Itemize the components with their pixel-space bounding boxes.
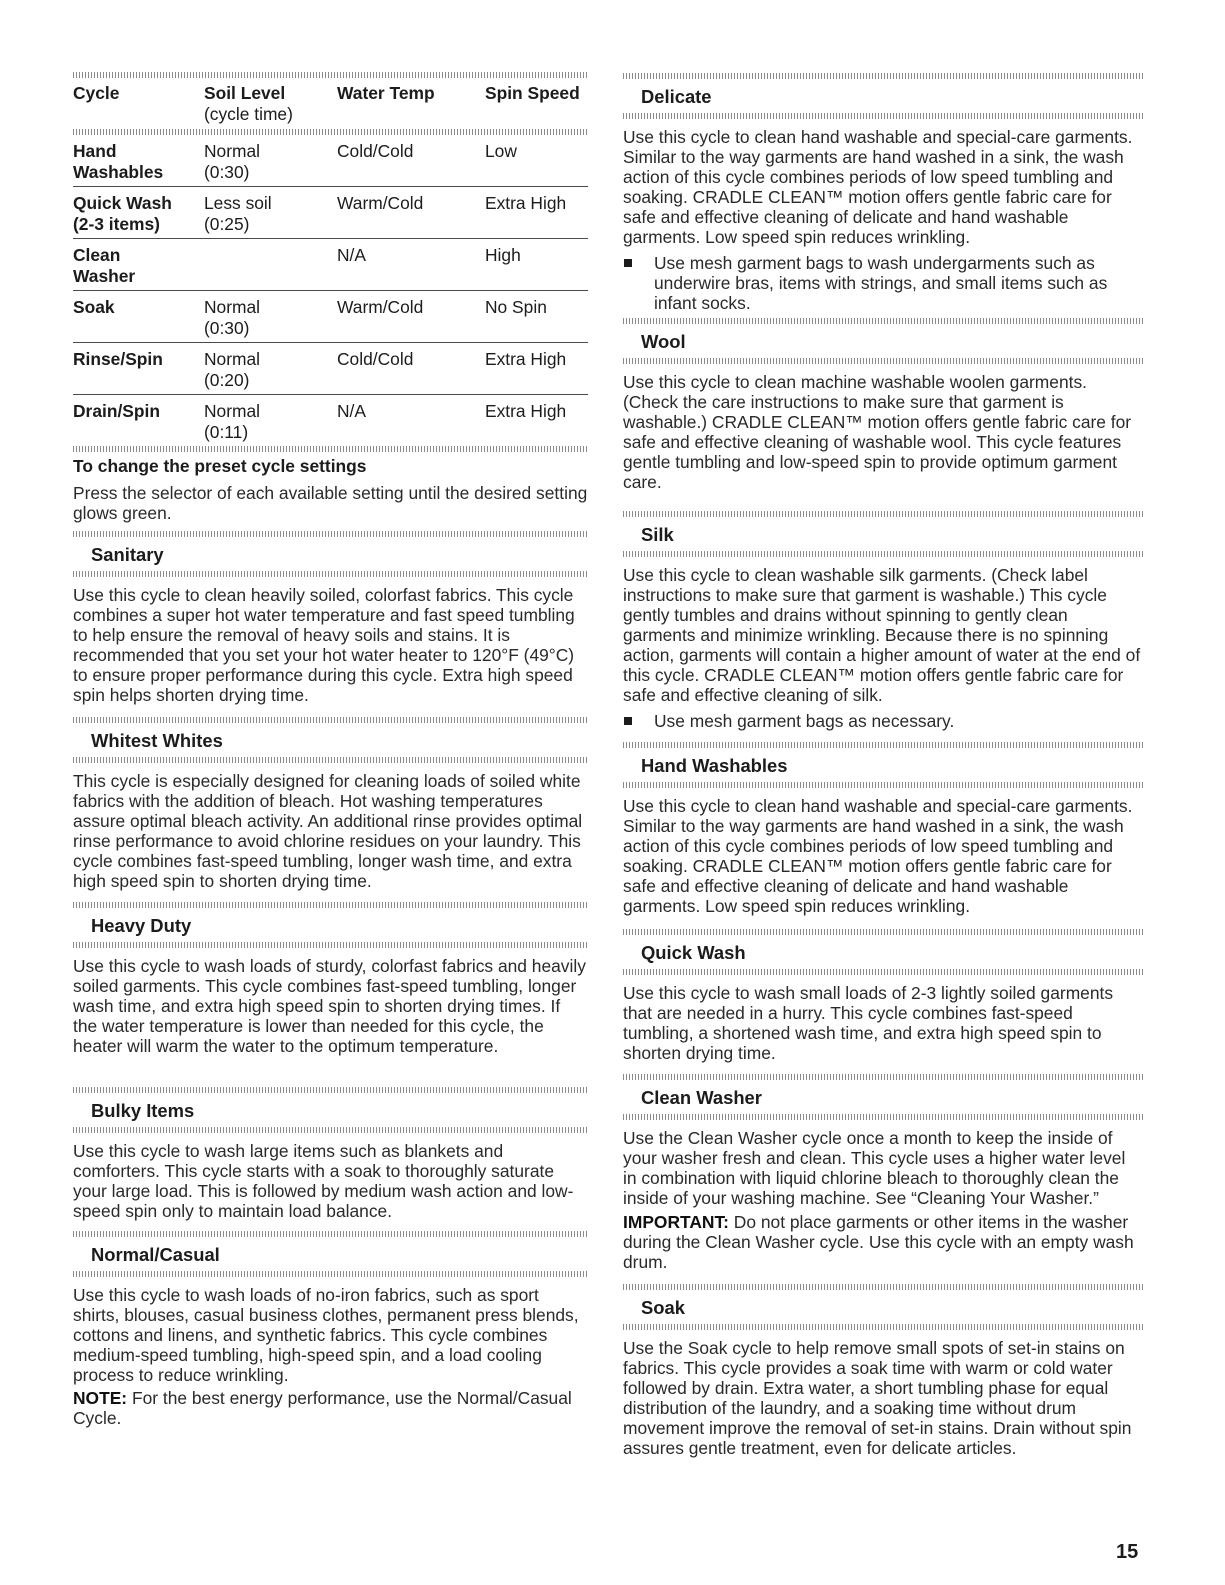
table-row bbox=[73, 239, 588, 291]
sanitary-text: Use this cycle to clean heavily soiled, colorfast fabrics. This cycle combines a super hot water temperature and fast speed tumbling to help ensure the removal of heavy soils and stains. It is recommended that you set your hot water heater to 120°F (49°C) to ensure proper performance during this cycle. Extra high speed spin helps shorten drying time. bbox=[73, 585, 575, 705]
clean-text: Use the Clean Washer cycle once a month to keep the inside of your washer fresh and clean. This cycle uses a higher water level in combination with liquid chlorine bleach to thoroughly clean the inside of your washing machine. See “Cleaning Your Washer.” bbox=[623, 1128, 1126, 1208]
sanitary-heading: Sanitary bbox=[91, 544, 164, 565]
cell-cycle: Clean Washer bbox=[73, 245, 136, 286]
whitest-heading: Whitest Whites bbox=[91, 730, 223, 751]
section-hand-washables bbox=[623, 742, 1143, 916]
bulky-text: Use this cycle to wash large items such as blankets and comforters. This cycle starts with a soak to thoroughly saturate your large load. This is followed by medium wash action and low-speed spin only to maintain load balance. bbox=[73, 1141, 574, 1221]
delicate-heading: Delicate bbox=[641, 86, 712, 107]
section-silk bbox=[623, 511, 1143, 731]
section-heavy-duty bbox=[73, 902, 588, 1056]
cell-cycle: Soak bbox=[73, 297, 115, 317]
clean-heading: Clean Washer bbox=[641, 1087, 762, 1108]
cell-cycle: Drain/Spin bbox=[73, 401, 160, 421]
silk-text: Use this cycle to clean washable silk garments. (Check label instructions to make sure that garment is washable.) This cycle gently tumbles and drains without spinning to gently clean garments and minimize wrinkling. Because there is no spinning action, garments will contain a higher amount of water at the end of this cycle. CRADLE CLEAN™ motion offers gentle fabric care for safe and effective cleaning of silk. bbox=[623, 565, 1141, 705]
bullet-square-icon bbox=[624, 259, 632, 267]
section-delicate bbox=[623, 73, 1143, 313]
cell-water: Warm/Cold bbox=[337, 193, 424, 213]
cell-spin: No Spin bbox=[485, 297, 547, 317]
delicate-text: Use this cycle to clean hand washable and special-care garments. Similar to the way garments are hand washed in a sink, the wash action of this cycle combines periods of low speed tumbling and soaking. CRADLE CLEAN™ motion offers gentle fabric care for safe and effective cleaning of delicate and hand washable garments. Low speed spin reduces wrinkling. bbox=[623, 127, 1133, 247]
normal-text: Use this cycle to wash loads of no-iron fabrics, such as sport shirts, blouses, casual business clothes, permanent press blends, cottons and linens, and synthetic fabrics. This cycle combines medium-speed tumbling, high-speed spin, and a load cooling process to reduce wrinkling. bbox=[73, 1285, 579, 1385]
table-row bbox=[73, 343, 588, 395]
cell-soil bbox=[204, 245, 337, 290]
cell-water: Warm/Cold bbox=[337, 297, 424, 317]
cell-soil: Normal (0:20) bbox=[204, 349, 261, 390]
section-wool bbox=[623, 318, 1143, 492]
bullet-square-icon bbox=[624, 717, 632, 725]
normal-note: NOTE: For the best energy performance, use the Normal/Casual Cycle. bbox=[73, 1388, 572, 1428]
table-header-row bbox=[73, 78, 588, 129]
hand-text: Use this cycle to clean hand washable and special-care garments. Similar to the way garments are hand washed in a sink, the wash action of this cycle combines periods of low speed tumbling and soaking. CRADLE CLEAN™ motion offers gentle fabric care for safe and effective cleaning of delicate and hand washable garments. Low speed spin reduces wrinkling. bbox=[623, 796, 1133, 916]
header-soil-sub: (cycle time) bbox=[204, 104, 293, 124]
wool-text: Use this cycle to clean machine washable woolen garments. (Check the care instructions to make sure that garment is washable.) CRADLE CLEAN™ motion offers gentle fabric care for safe and effective cleaning of washable wool. This cycle features gentle tumbling and low-speed spin to provide optimum garment care. bbox=[623, 372, 1132, 492]
table-row bbox=[73, 187, 588, 239]
cell-soil: Less soil (0:25) bbox=[204, 193, 272, 234]
silk-heading: Silk bbox=[641, 524, 674, 545]
cell-spin: Extra High bbox=[485, 193, 567, 213]
heavy-heading: Heavy Duty bbox=[91, 915, 192, 936]
cell-soil: Normal (0:30) bbox=[204, 297, 261, 338]
cell-cycle: Quick Wash (2-3 items) bbox=[73, 193, 172, 234]
whitest-text: This cycle is especially designed for cleaning loads of soiled white fabrics with the addition of bleach. Hot washing temperatures assure optimal bleach activity. An additional rinse provides optimal rinse performance to avoid chlorine residues on your laundry. This cycle combines fast-speed tumbling, longer wash time, and extra high speed spin to shorten drying time. bbox=[73, 771, 583, 891]
table-row bbox=[73, 291, 588, 343]
cell-spin: Extra High bbox=[485, 349, 567, 369]
cell-cycle: Hand Washables bbox=[73, 141, 164, 182]
cell-soil: Normal (0:11) bbox=[204, 401, 261, 442]
table-bottom-rule bbox=[73, 446, 588, 452]
section-bulky-items bbox=[73, 1087, 588, 1221]
cell-water: Cold/Cold bbox=[337, 141, 414, 161]
clean-important: IMPORTANT: Do not place garments or other items in the washer during the Clean Washer cycle. Use this cycle with an empty wash drum. bbox=[623, 1212, 1134, 1272]
cell-spin: Low bbox=[485, 141, 517, 161]
quick-text: Use this cycle to wash small loads of 2-3 lightly soiled garments that are needed in a hurry. This cycle combines fast-speed tumbling, a shortened wash time, and extra high speed spin to shorten drying time. bbox=[623, 983, 1114, 1063]
hand-heading: Hand Washables bbox=[641, 755, 788, 776]
cell-water: N/A bbox=[337, 245, 366, 265]
section-quick-wash bbox=[623, 929, 1143, 1063]
quick-heading: Quick Wash bbox=[641, 942, 746, 963]
cell-cycle: Rinse/Spin bbox=[73, 349, 163, 369]
table-row bbox=[73, 395, 588, 446]
table-row bbox=[73, 135, 588, 187]
normal-heading: Normal/Casual bbox=[91, 1244, 220, 1265]
section-normal-casual bbox=[73, 1231, 588, 1428]
header-cycle: Cycle bbox=[73, 83, 120, 103]
cell-spin: High bbox=[485, 245, 521, 265]
preset-title: To change the preset cycle settings bbox=[73, 456, 367, 476]
section-soak bbox=[623, 1284, 1143, 1458]
bulky-heading: Bulky Items bbox=[91, 1100, 195, 1121]
section-whitest-whites bbox=[73, 717, 588, 891]
preset-text: Press the selector of each available setting until the desired setting glows green. bbox=[73, 483, 588, 523]
header-water-temp: Water Temp bbox=[337, 83, 435, 103]
soak-heading: Soak bbox=[641, 1297, 685, 1318]
section-sanitary bbox=[73, 531, 588, 705]
preset-section bbox=[73, 455, 588, 523]
header-spin-speed: Spin Speed bbox=[485, 83, 580, 103]
cycle-table bbox=[73, 72, 588, 452]
soak-text: Use the Soak cycle to help remove small spots of set-in stains on fabrics. This cycle provides a soak time with warm or cold water followed by drain. Extra water, a short tumbling phase for equal distribution of the laundry, and a soaking time without drum movement improve the removal of set-in stains. Drain without spin assures gentle treatment, even for delicate articles. bbox=[623, 1338, 1132, 1458]
heavy-text: Use this cycle to wash loads of sturdy, colorfast fabrics and heavily soiled garments. This cycle combines fast-speed tumbling, longer wash time, and extra high speed spin to shorten drying times. If the water temperature is lower than needed for this cycle, the heater will warm the water to the optimum temperature. bbox=[73, 956, 586, 1056]
cell-spin: Extra High bbox=[485, 401, 567, 421]
wool-heading: Wool bbox=[641, 331, 686, 352]
section-clean-washer bbox=[623, 1074, 1143, 1272]
header-soil-level: Soil Level (cycle time) bbox=[204, 83, 337, 129]
silk-bullet: Use mesh garment bags as necessary. bbox=[623, 711, 1143, 731]
page-number: 15 bbox=[1116, 1541, 1139, 1563]
cell-water: Cold/Cold bbox=[337, 349, 414, 369]
cell-water: N/A bbox=[337, 401, 366, 421]
delicate-bullet: Use mesh garment bags to wash undergarments such as underwire bras, items with strings, and small items such as infant socks. bbox=[623, 253, 1143, 313]
cell-soil: Normal (0:30) bbox=[204, 141, 261, 182]
